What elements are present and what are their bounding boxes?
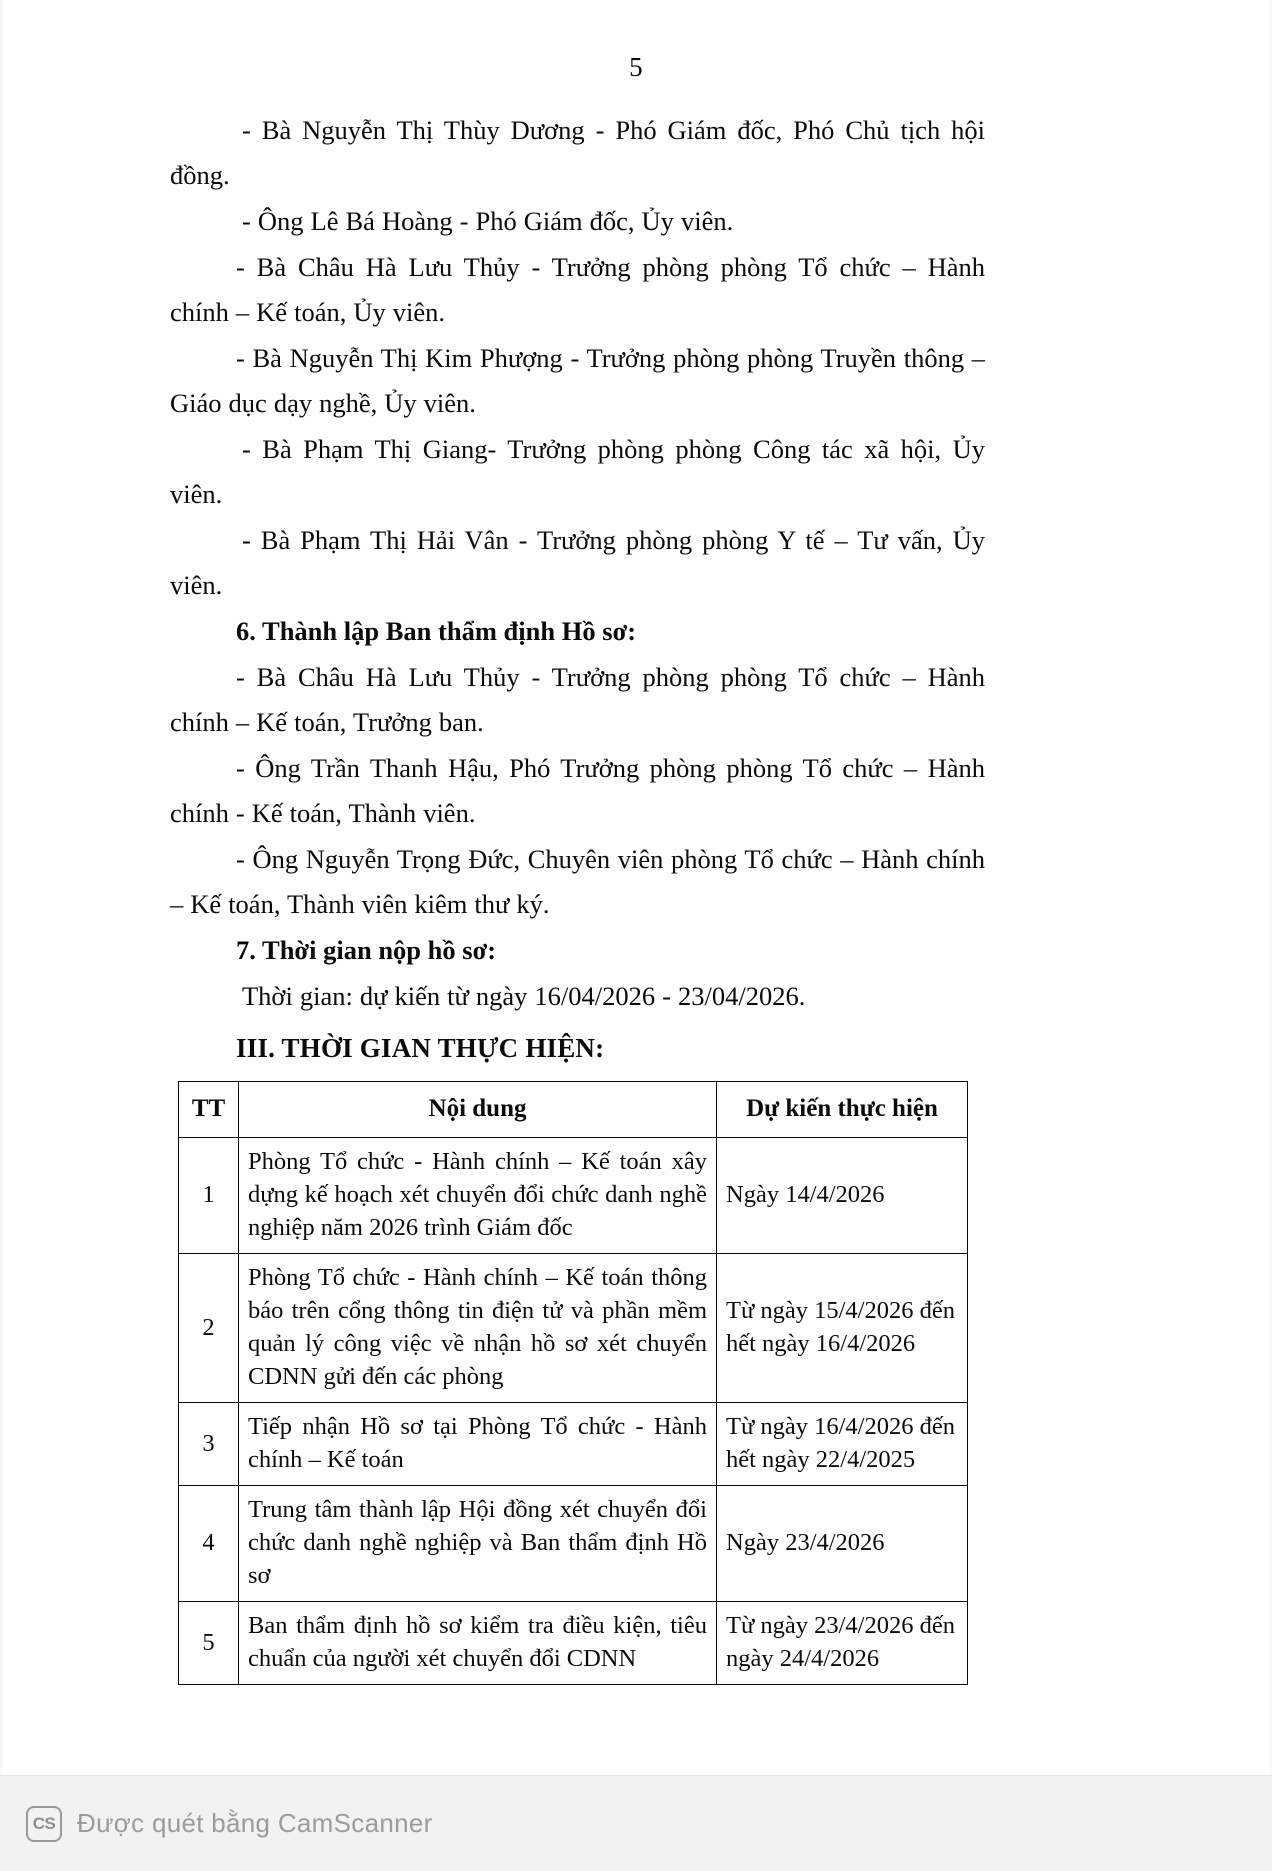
cell-du-kien: Ngày 23/4/2026	[717, 1486, 968, 1602]
cell-tt: 1	[179, 1138, 239, 1254]
cell-tt: 2	[179, 1254, 239, 1403]
table-row	[179, 1403, 968, 1486]
cell-noi-dung: Tiếp nhận Hồ sơ tại Phòng Tổ chức - Hành chính – Kế toán	[239, 1403, 717, 1486]
paragraph-member-6: - Bà Phạm Thị Hải Vân - Trưởng phòng phòng Y tế – Tư vấn, Ủy viên.	[170, 525, 985, 600]
camscanner-watermark-text: Được quét bằng CamScanner	[77, 1808, 433, 1838]
cell-tt: 3	[179, 1403, 239, 1486]
heading-section-III: III. THỜI GIAN THỰC HIỆN:	[236, 1033, 605, 1063]
table-row	[179, 1486, 968, 1602]
paragraph-board-2: - Ông Trần Thanh Hậu, Phó Trưởng phòng phòng Tổ chức – Hành chính - Kế toán, Thành viên.	[170, 753, 985, 828]
camscanner-logo-icon: CS	[26, 1806, 62, 1842]
scan-edge-left	[0, 0, 4, 1871]
table-row	[179, 1254, 968, 1403]
cell-du-kien: Ngày 14/4/2026	[717, 1138, 968, 1254]
scan-edge-right	[1268, 0, 1272, 1871]
paragraph-member-2: - Ông Lê Bá Hoàng - Phó Giám đốc, Ủy viên.	[242, 206, 734, 236]
cell-noi-dung: Trung tâm thành lập Hội đồng xét chuyển đổi chức danh nghề nghiệp và Ban thẩm định Hồ sơ	[239, 1486, 717, 1602]
column-header-du-kien: Dự kiến thực hiện	[717, 1082, 968, 1138]
cell-du-kien: Từ ngày 23/4/2026 đến ngày 24/4/2026	[717, 1602, 968, 1685]
table-row	[179, 1602, 968, 1685]
table-header-row	[179, 1082, 968, 1138]
cell-du-kien: Từ ngày 15/4/2026 đến hết ngày 16/4/2026	[717, 1254, 968, 1403]
paragraph-member-1: - Bà Nguyễn Thị Thùy Dương - Phó Giám đốc, Phó Chủ tịch hội đồng.	[170, 115, 985, 190]
paragraph-member-5: - Bà Phạm Thị Giang- Trưởng phòng phòng Công tác xã hội, Ủy viên.	[170, 434, 985, 509]
schedule-table-wrapper	[178, 1081, 967, 1685]
cell-tt: 4	[179, 1486, 239, 1602]
cell-tt: 5	[179, 1602, 239, 1685]
paragraph-member-3: - Bà Châu Hà Lưu Thủy - Trưởng phòng phòng Tổ chức – Hành chính – Kế toán, Ủy viên.	[170, 252, 985, 327]
cell-noi-dung: Phòng Tổ chức - Hành chính – Kế toán xây dựng kế hoạch xét chuyển đổi chức danh nghề nghiệp năm 2026 trình Giám đốc	[239, 1138, 717, 1254]
paragraph-board-3: - Ông Nguyễn Trọng Đức, Chuyên viên phòng Tổ chức – Hành chính – Kế toán, Thành viên kiêm thư ký.	[170, 844, 985, 919]
page-number: 5	[629, 52, 643, 82]
column-header-tt: TT	[179, 1082, 239, 1138]
cell-du-kien: Từ ngày 16/4/2026 đến hết ngày 22/4/2025	[717, 1403, 968, 1486]
column-header-noi-dung: Nội dung	[239, 1082, 717, 1138]
heading-section-7: 7. Thời gian nộp hồ sơ:	[236, 935, 497, 965]
camscanner-watermark-bar	[0, 1775, 1272, 1871]
table-row	[179, 1138, 968, 1254]
cell-noi-dung: Ban thẩm định hồ sơ kiểm tra điều kiện, tiêu chuẩn của người xét chuyển đổi CDNN	[239, 1602, 717, 1685]
paragraph-submission-time: Thời gian: dự kiến từ ngày 16/04/2026 - 23/04/2026.	[242, 981, 806, 1011]
paragraph-member-4: - Bà Nguyễn Thị Kim Phượng - Trưởng phòng phòng Truyền thông – Giáo dục dạy nghề, Ủy viên.	[170, 343, 985, 418]
document-body	[170, 108, 985, 1685]
cell-noi-dung: Phòng Tổ chức - Hành chính – Kế toán thông báo trên cổng thông tin điện tử và phần mềm quản lý công việc về nhận hồ sơ xét chuyển CDNN gửi đến các phòng	[239, 1254, 717, 1403]
heading-section-6: 6. Thành lập Ban thẩm định Hồ sơ:	[236, 616, 637, 646]
paragraph-board-1: - Bà Châu Hà Lưu Thủy - Trưởng phòng phòng Tổ chức – Hành chính – Kế toán, Trưởng ban.	[170, 662, 985, 737]
schedule-table	[178, 1081, 968, 1685]
